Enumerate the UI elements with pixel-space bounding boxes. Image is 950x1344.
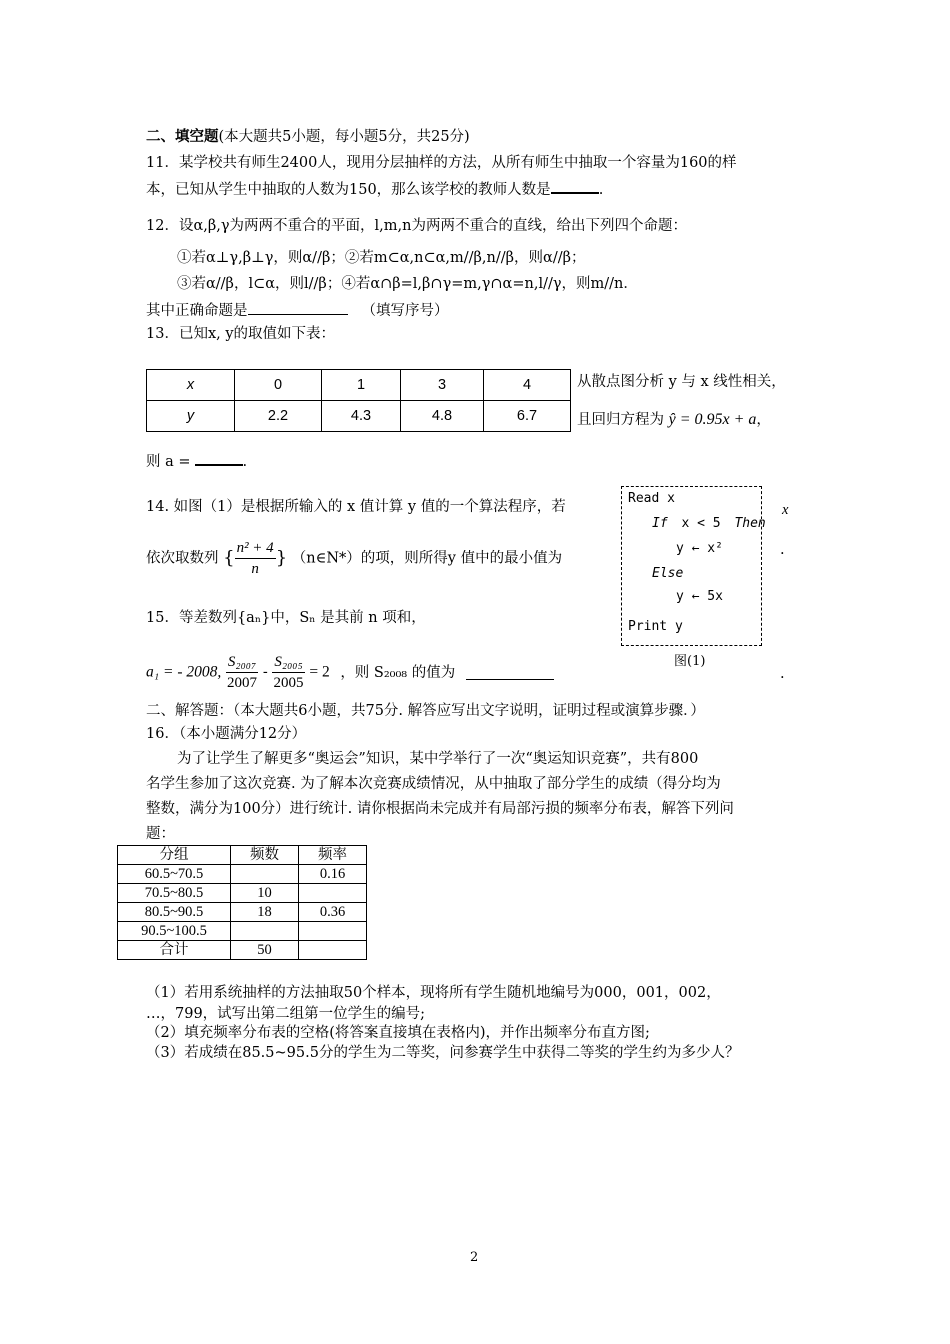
table-cell[interactable]: [231, 865, 299, 884]
q14-condition: （n∈N*）的项，则所得: [291, 550, 448, 567]
section-title: 二、填空题: [146, 128, 219, 145]
algo-assign1: y ← x²: [676, 541, 723, 556]
q16-p2: 名学生参加了这次竞赛. 为了解本次竞赛成绩情况，从中抽取了部分学生的成绩（得分均为: [146, 776, 721, 792]
table-header-x: x: [147, 370, 235, 401]
q12-answer-note: （填写序号）: [361, 303, 449, 319]
table-header: 频率: [299, 846, 367, 865]
table-cell: 4.8: [401, 401, 484, 432]
regression-equation: ŷ = 0.95x + a: [668, 411, 757, 428]
fraction-denominator: 2005: [273, 675, 304, 691]
table-cell: 合计: [118, 941, 231, 960]
section-note: (本大题共5小题，每小题5分，共25分): [218, 129, 470, 145]
q13-side-text1: 从散点图分析 y 与 x 线性相关，: [577, 374, 786, 390]
q12-line2: ①若α⊥γ,β⊥γ，则α//β；②若m⊂α,n⊂α,m//β,n//β，则α//β；: [177, 250, 586, 266]
table-cell: 4.3: [322, 401, 401, 432]
q16-sub1a: （1）若用系统抽样的方法抽取50个样本，现将所有学生随机地编号为000，001，002，: [146, 985, 721, 1001]
q15-end: .: [780, 666, 785, 682]
q16-title: 16．（本小题满分12分）: [146, 726, 307, 742]
q16-p4: 题：: [146, 826, 175, 842]
page-number: 2: [470, 1250, 479, 1265]
table-cell: 50: [231, 941, 299, 960]
sequence-fraction: [235, 538, 276, 579]
q13-regression-label: 且回归方程为: [577, 412, 664, 428]
q15-line1: 15．等差数列{aₙ}中，Sₙ 是其前 n 项和，: [146, 610, 426, 626]
minus-sign: -: [262, 664, 268, 681]
table-cell: 0.36: [299, 903, 367, 922]
q13-end: .: [242, 454, 248, 470]
table-row: [147, 370, 571, 401]
table-cell[interactable]: [231, 922, 299, 941]
fraction-numerator: S₂₀₀₇: [226, 652, 258, 673]
q16-sub2: （2）填充频率分布表的空格(将答案直接填在表格内)，并作出频率分布直方图;: [146, 1025, 650, 1041]
table-cell: 3: [401, 370, 484, 401]
q13-intro: 13．已知x, y的取值如下表：: [146, 326, 336, 342]
table-cell: 1: [322, 370, 401, 401]
table-header-y: y: [147, 401, 235, 432]
q15-equals: = 2: [309, 663, 330, 681]
fraction-denominator: 2007: [227, 675, 258, 691]
algorithm-box: [621, 486, 766, 646]
q13-side-text2: [577, 410, 771, 430]
q13-answer: [146, 450, 247, 472]
table-row: [118, 884, 367, 903]
fraction-numerator: S₂₀₀₅: [272, 652, 304, 673]
table-header: 分组: [118, 846, 231, 865]
q14-line2: 依次取数列 { $\frac{\text{n² + 4}}{n}$ } （n∈N*）的项，则所得y 值中的最小值为: [146, 540, 563, 577]
q13-answer-label: 则 a =: [146, 454, 191, 470]
fraction-s2005: [272, 652, 304, 693]
q16-p3: 整数，满分为100分）进行统计. 请你根据尚未完成并有局部污损的频率分布表，解答下列问: [146, 801, 734, 817]
table-cell[interactable]: [299, 884, 367, 903]
table-cell[interactable]: [299, 941, 367, 960]
q14-right-x: x: [782, 502, 789, 518]
table-cell: 2.2: [235, 401, 322, 432]
xy-table: [146, 369, 571, 432]
keyword-then: Then: [734, 516, 766, 531]
table-cell[interactable]: [299, 922, 367, 941]
q13-comma: ，: [756, 412, 771, 428]
table-cell: 6.7: [484, 401, 571, 432]
table-cell: 70.5~80.5: [118, 884, 231, 903]
algo-if: [652, 516, 766, 531]
q15-question: ，则 S₂₀₀₈ 的值为: [340, 664, 456, 681]
algo-assign2: y ← 5x: [676, 589, 723, 604]
table-header: 频数: [231, 846, 299, 865]
table-cell: 90.5~100.5: [118, 922, 231, 941]
q14-text: 依次取数列: [146, 550, 219, 567]
table-row: [147, 401, 571, 432]
table-cell: 80.5~90.5: [118, 903, 231, 922]
q16-p1: 为了让学生了解更多“奥运会”知识，某中学举行了一次“奥运知识竞赛”，共有800: [177, 751, 699, 767]
answer-blank[interactable]: [551, 178, 599, 194]
q14-end: .: [780, 542, 785, 558]
q12-line1: 12．设α,β,γ为两两不重合的平面，l,m,n为两两不重合的直线，给出下列四个命题：: [146, 218, 687, 234]
algo-print: Print y: [628, 619, 683, 634]
fraction-denominator: n: [251, 561, 259, 577]
section3-heading: 二、解答题：（本大题共6小题，共75分. 解答应写出文字说明，证明过程或演算步骤．）: [146, 703, 705, 719]
algo-condition: x < 5: [681, 516, 721, 531]
table-cell: 0: [235, 370, 322, 401]
table-cell: 60.5~70.5: [118, 865, 231, 884]
answer-blank[interactable]: [248, 300, 348, 315]
q12-answer-label: 其中正确命题是: [146, 303, 248, 319]
fraction-s2007: [226, 652, 258, 693]
keyword-else: Else: [652, 566, 684, 581]
keyword-if: If: [652, 516, 668, 531]
table-header-row: [118, 846, 367, 865]
table-cell: 4: [484, 370, 571, 401]
q14-line1: 14. 如图（1）是根据所输入的 x 值计算 y 值的一个算法程序，若: [146, 499, 566, 515]
q14-question: y 值中的最小值为: [447, 550, 563, 567]
table-cell: 10: [231, 884, 299, 903]
q11-end: .: [598, 182, 604, 198]
table-row: [118, 922, 367, 941]
figure-caption: 图(1): [674, 654, 706, 669]
q11-text: 本，已知从学生中抽取的人数为150，那么该学校的教师人数是: [146, 182, 551, 198]
answer-blank[interactable]: [466, 665, 554, 680]
table-cell: 0.16: [299, 865, 367, 884]
section-heading: [146, 127, 470, 147]
q16-sub3: （3）若成绩在85.5~95.5分的学生为二等奖，问参赛学生中获得二等奖的学生约为多少人？: [146, 1045, 740, 1061]
table-row: [118, 941, 367, 960]
algo-read: Read x: [628, 491, 675, 506]
q15-line2: [146, 652, 554, 700]
q15-a1: a₁ = - 2008,: [146, 663, 222, 681]
answer-blank[interactable]: [195, 450, 243, 466]
table-row: [118, 903, 367, 922]
q11-line1: 11．某学校共有师生2400人，现用分层抽样的方法，从所有师生中抽取一个容量为160的样: [146, 155, 737, 171]
table-row: [118, 865, 367, 884]
table-cell: 18: [231, 903, 299, 922]
q16-sub1b: …，799，试写出第二组第一位学生的编号;: [146, 1006, 426, 1022]
frequency-table: [117, 845, 367, 960]
fraction-numerator: n² + 4: [235, 538, 276, 559]
q12-line4: [146, 300, 449, 321]
q11-line2: [146, 178, 603, 200]
q12-line3: ③若α//β，l⊂α，则l//β；④若α∩β=l,β∩γ=m,γ∩α=n,l//γ，则m//n．: [177, 276, 638, 292]
